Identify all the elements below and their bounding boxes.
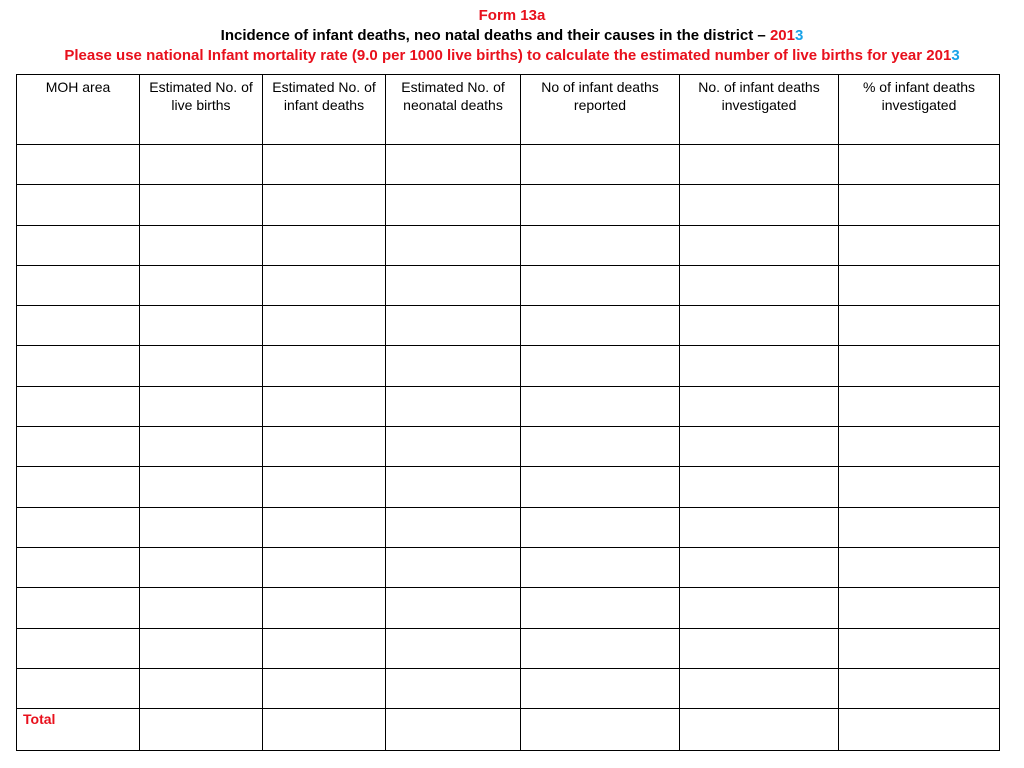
- table-cell[interactable]: [839, 306, 1000, 346]
- table-cell[interactable]: [521, 346, 680, 386]
- table-cell[interactable]: [839, 588, 1000, 628]
- table-cell[interactable]: [263, 185, 386, 225]
- table-cell[interactable]: [839, 427, 1000, 467]
- table-cell[interactable]: [386, 709, 521, 751]
- table-cell[interactable]: [17, 185, 140, 225]
- table-cell[interactable]: [140, 588, 263, 628]
- table-cell[interactable]: [521, 588, 680, 628]
- table-cell[interactable]: [839, 467, 1000, 507]
- table-cell[interactable]: [521, 467, 680, 507]
- table-row: [17, 386, 1000, 426]
- header-percent-investigated: % of infant deaths investigated: [839, 75, 1000, 145]
- table-cell[interactable]: [263, 427, 386, 467]
- table-cell[interactable]: [839, 225, 1000, 265]
- table-row: [17, 628, 1000, 668]
- table-cell[interactable]: [17, 386, 140, 426]
- table-cell[interactable]: [839, 507, 1000, 547]
- table-cell[interactable]: [680, 386, 839, 426]
- table-cell[interactable]: [140, 427, 263, 467]
- table-cell[interactable]: [521, 386, 680, 426]
- table-cell[interactable]: [17, 668, 140, 708]
- table-cell[interactable]: [839, 346, 1000, 386]
- table-cell[interactable]: [386, 185, 521, 225]
- table-cell[interactable]: [839, 265, 1000, 305]
- table-cell[interactable]: [263, 346, 386, 386]
- table-cell[interactable]: [140, 386, 263, 426]
- table-cell[interactable]: [140, 225, 263, 265]
- table-cell[interactable]: [521, 306, 680, 346]
- table-cell[interactable]: [263, 386, 386, 426]
- table-cell[interactable]: [17, 628, 140, 668]
- infant-deaths-table: [16, 74, 1000, 751]
- table-cell[interactable]: [140, 306, 263, 346]
- table-cell[interactable]: [386, 306, 521, 346]
- table-row: [17, 588, 1000, 628]
- table-cell[interactable]: [839, 547, 1000, 587]
- table-cell[interactable]: [386, 427, 521, 467]
- table-row: [17, 346, 1000, 386]
- table-cell[interactable]: [17, 145, 140, 185]
- table-cell[interactable]: [263, 709, 386, 751]
- form-header: [0, 6, 1024, 66]
- table-cell[interactable]: [263, 225, 386, 265]
- table-cell[interactable]: [263, 547, 386, 587]
- table-cell[interactable]: [680, 547, 839, 587]
- table-cell[interactable]: [140, 547, 263, 587]
- table-cell[interactable]: [680, 507, 839, 547]
- table-cell[interactable]: [680, 709, 839, 751]
- table-cell[interactable]: [140, 467, 263, 507]
- table-cell[interactable]: [680, 265, 839, 305]
- table-cell[interactable]: [521, 427, 680, 467]
- table-cell[interactable]: [521, 507, 680, 547]
- table-cell[interactable]: [839, 386, 1000, 426]
- subtitle-year-digit: 3: [794, 27, 804, 44]
- table-cell[interactable]: [680, 225, 839, 265]
- table-cell[interactable]: [17, 588, 140, 628]
- table-cell[interactable]: [521, 265, 680, 305]
- table-cell[interactable]: [263, 145, 386, 185]
- table-cell[interactable]: [17, 467, 140, 507]
- table-cell[interactable]: [839, 145, 1000, 185]
- table-cell[interactable]: [521, 628, 680, 668]
- table-cell[interactable]: [140, 265, 263, 305]
- table-cell[interactable]: [680, 588, 839, 628]
- table-cell[interactable]: [386, 346, 521, 386]
- table-cell[interactable]: [386, 145, 521, 185]
- table-row: [17, 225, 1000, 265]
- table-cell[interactable]: [17, 346, 140, 386]
- table-cell[interactable]: [386, 225, 521, 265]
- table-cell[interactable]: [680, 145, 839, 185]
- table-cell[interactable]: [386, 588, 521, 628]
- table-cell[interactable]: [521, 709, 680, 751]
- table-row: [17, 265, 1000, 305]
- table-row: [17, 185, 1000, 225]
- table-cell[interactable]: [263, 588, 386, 628]
- form-title: Form 13a: [478, 7, 546, 24]
- table-cell[interactable]: [140, 628, 263, 668]
- table-cell[interactable]: [140, 507, 263, 547]
- instruction-year-prefix: 201: [926, 47, 952, 64]
- table-cell[interactable]: [386, 265, 521, 305]
- table-cell[interactable]: [17, 265, 140, 305]
- table-cell[interactable]: [680, 668, 839, 708]
- table-row: [17, 427, 1000, 467]
- table-cell[interactable]: [839, 185, 1000, 225]
- table-cell[interactable]: [140, 346, 263, 386]
- table-header-row: [17, 75, 1000, 145]
- table-body: [17, 145, 1000, 751]
- subtitle-text: Incidence of infant deaths, neo natal deaths and their causes in the district –: [220, 27, 770, 44]
- table-cell[interactable]: [263, 265, 386, 305]
- table-cell[interactable]: [140, 709, 263, 751]
- table-cell[interactable]: [386, 668, 521, 708]
- table-cell[interactable]: [521, 547, 680, 587]
- table-cell[interactable]: [386, 386, 521, 426]
- table-row: [17, 668, 1000, 708]
- table-row: [17, 306, 1000, 346]
- table-cell[interactable]: [680, 346, 839, 386]
- table-row: [17, 507, 1000, 547]
- header-estimated-infant-deaths: Estimated No. of infant deaths: [263, 75, 386, 145]
- table-cell[interactable]: [839, 709, 1000, 751]
- table-cell[interactable]: [17, 507, 140, 547]
- table-cell[interactable]: [839, 668, 1000, 708]
- header-estimated-neonatal-deaths: Estimated No. of neonatal deaths: [386, 75, 521, 145]
- table-cell[interactable]: [140, 145, 263, 185]
- table-cell[interactable]: [140, 668, 263, 708]
- table-cell[interactable]: [263, 507, 386, 547]
- table-cell[interactable]: [140, 185, 263, 225]
- header-infant-deaths-reported: No of infant deaths reported: [521, 75, 680, 145]
- table-row: [17, 145, 1000, 185]
- subtitle-year-prefix: 201: [769, 27, 795, 44]
- table-cell[interactable]: [521, 185, 680, 225]
- table-cell[interactable]: [386, 467, 521, 507]
- table-cell[interactable]: [17, 225, 140, 265]
- table-cell[interactable]: [521, 668, 680, 708]
- table-cell[interactable]: [680, 306, 839, 346]
- instruction-text: Please use national Infant mortality rate (9.0 per 1000 live births) to calculate the estimated number of live births for year: [64, 47, 927, 64]
- table-cell[interactable]: [17, 547, 140, 587]
- table-cell[interactable]: [263, 306, 386, 346]
- table-cell[interactable]: [263, 467, 386, 507]
- table-cell[interactable]: [680, 467, 839, 507]
- table-cell[interactable]: [839, 628, 1000, 668]
- table-cell[interactable]: [17, 427, 140, 467]
- total-label: Total: [17, 709, 140, 751]
- table-cell[interactable]: [680, 427, 839, 467]
- header-infant-deaths-investigated: No. of infant deaths investigated: [680, 75, 839, 145]
- table-cell[interactable]: [386, 628, 521, 668]
- table-cell[interactable]: [17, 306, 140, 346]
- table-cell[interactable]: [386, 507, 521, 547]
- total-row: [17, 709, 1000, 751]
- instruction-year-digit: 3: [951, 47, 960, 64]
- table-cell[interactable]: [521, 225, 680, 265]
- table-row: [17, 547, 1000, 587]
- header-estimated-live-births: Estimated No. of live births: [140, 75, 263, 145]
- form-instruction: [0, 46, 1024, 66]
- table-cell[interactable]: [386, 547, 521, 587]
- table-cell[interactable]: [521, 145, 680, 185]
- table-cell[interactable]: [263, 668, 386, 708]
- table-cell[interactable]: [680, 628, 839, 668]
- table-cell[interactable]: [680, 185, 839, 225]
- form-subtitle: [0, 26, 1024, 46]
- table-row: [17, 467, 1000, 507]
- table-cell[interactable]: [263, 628, 386, 668]
- header-moh-area: MOH area: [17, 75, 140, 145]
